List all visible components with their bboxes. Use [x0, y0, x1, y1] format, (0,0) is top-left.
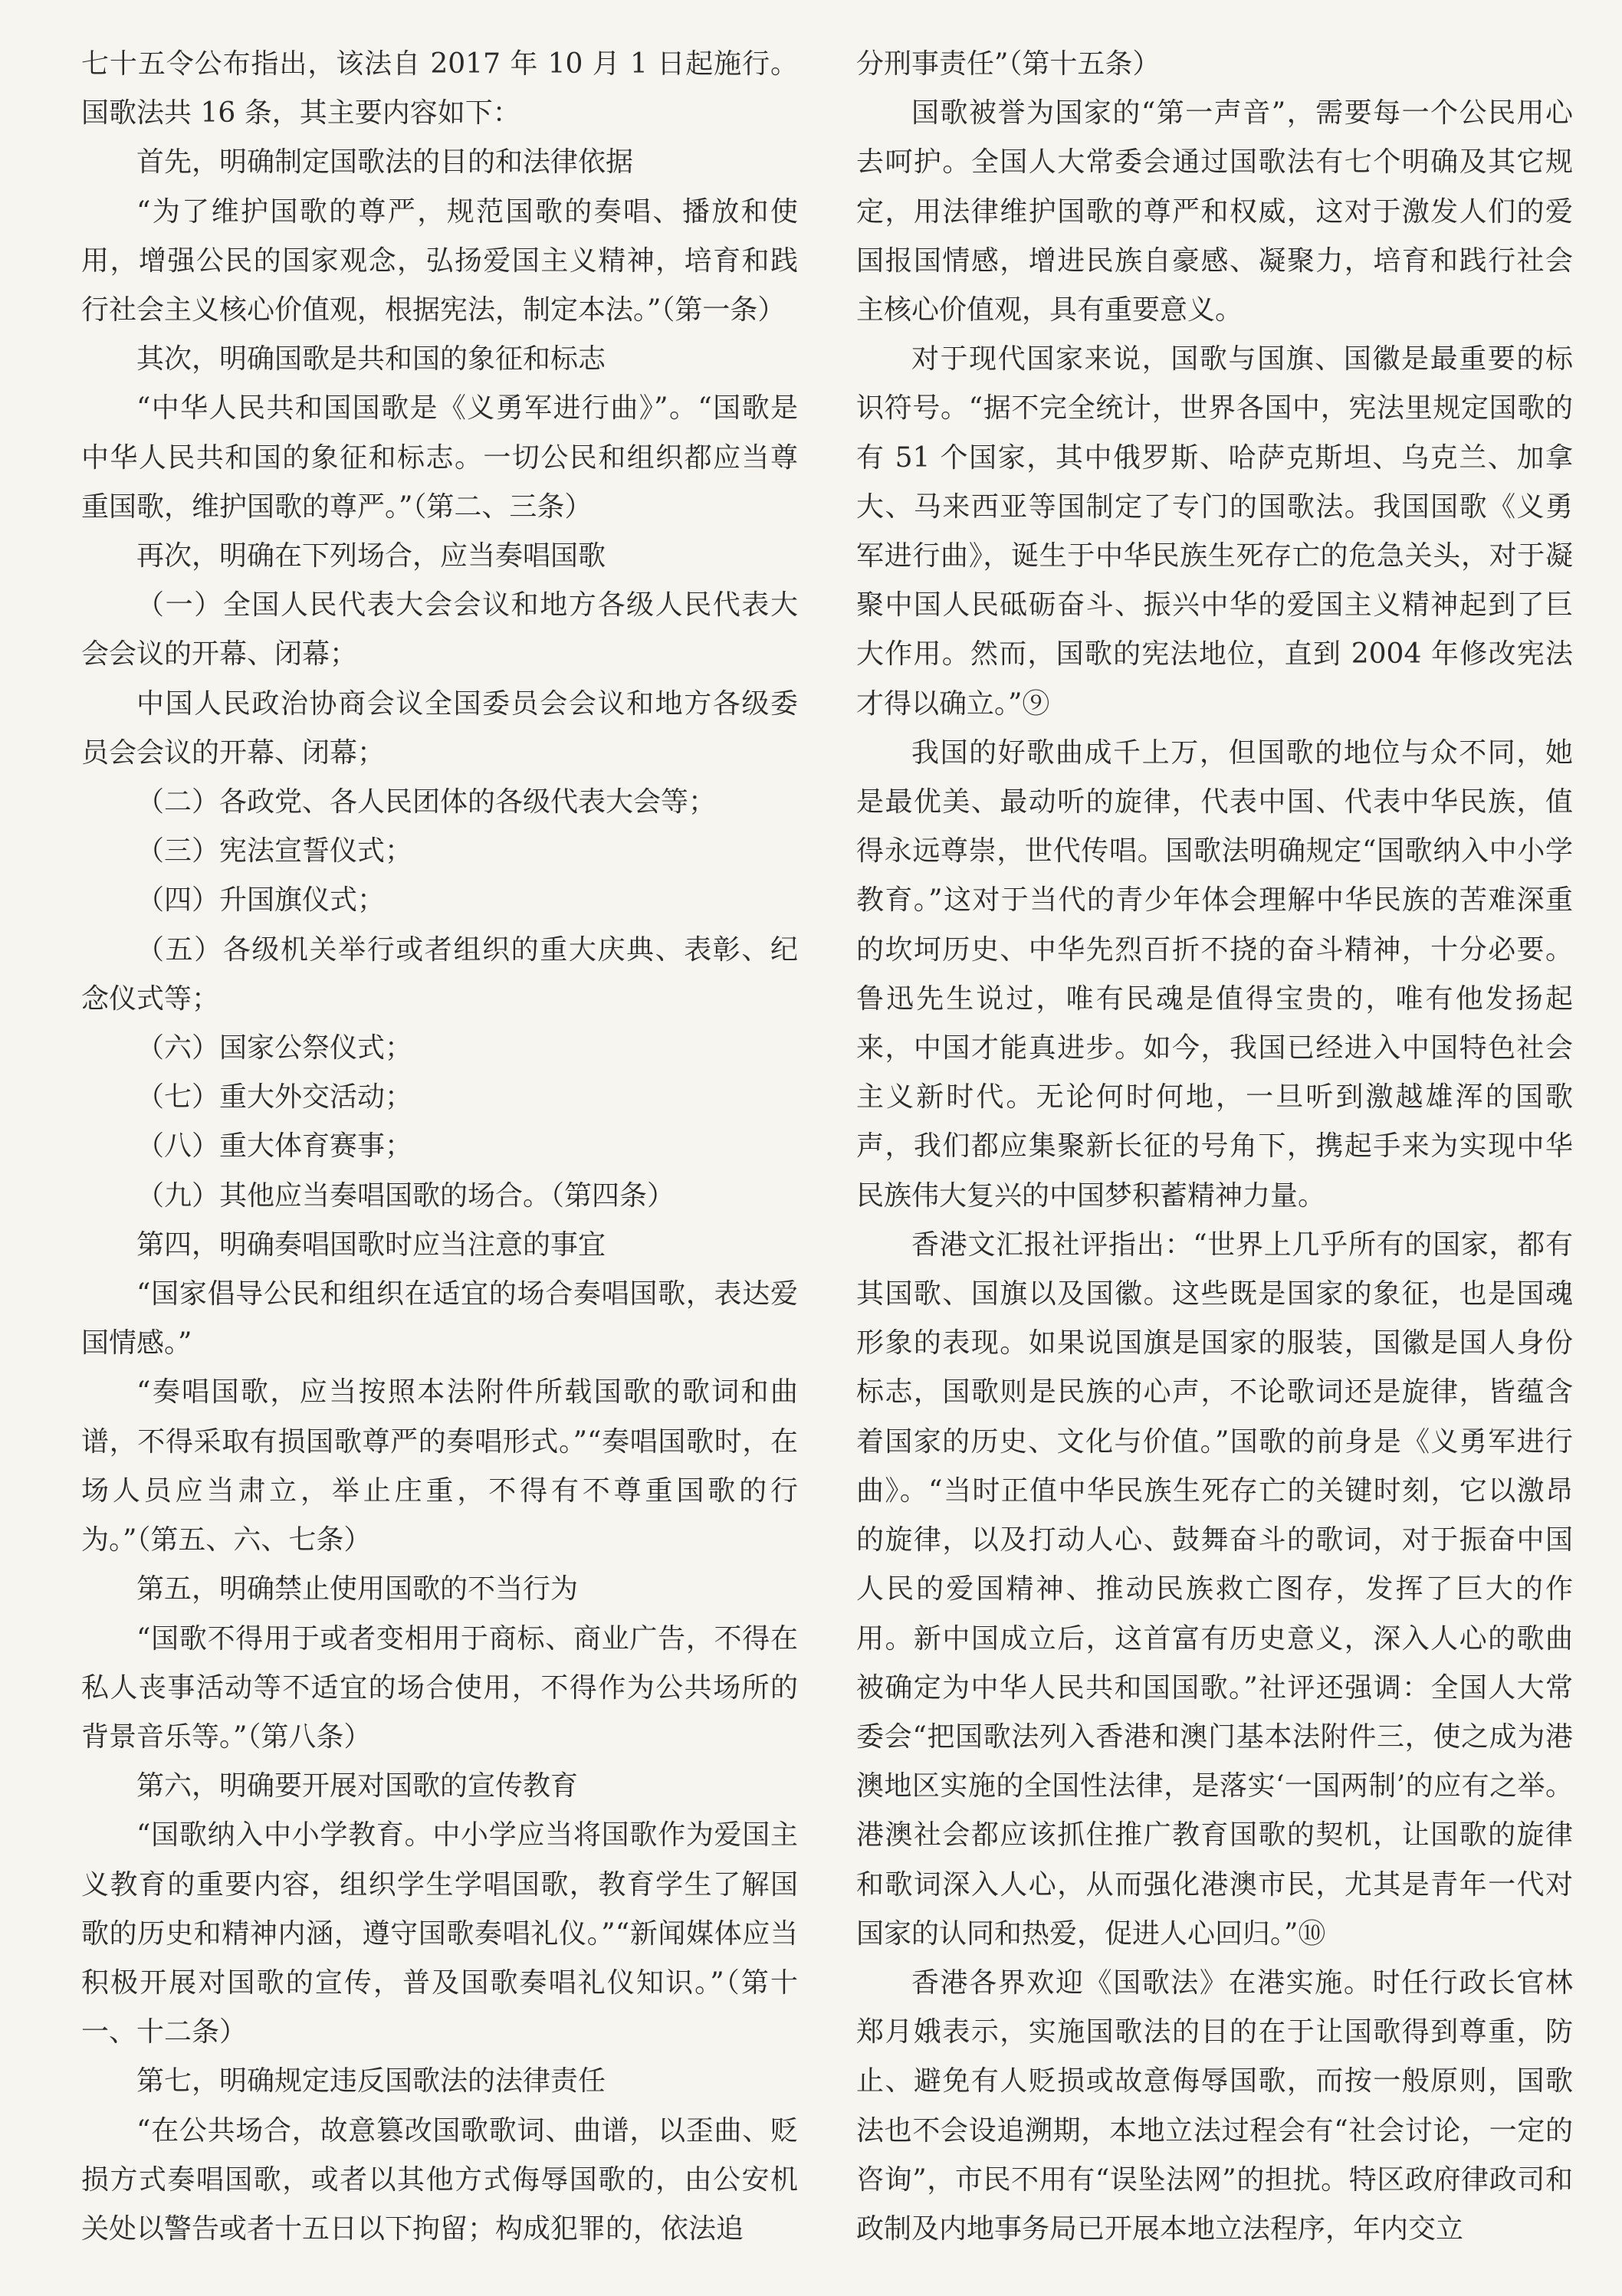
paragraph: （一）全国人民代表大会会议和地方各级人民代表大会会议的开幕、闭幕； [81, 589, 798, 671]
paragraph: “国歌不得用于或者变相用于商标、商业广告，不得在私人丧事活动等不适宜的场合使用，不得作为公共场所的背景音乐等。”（第八条） [81, 1622, 798, 1753]
paragraph: 香港各界欢迎《国歌法》在港实施。时任行政长官林郑月娥表示，实施国歌法的目的在于让国歌得到尊重，防止、避免有人贬损或故意侮辱国歌，而按一般原则，国歌法也不会设追溯期，本地立法过程会有“社会讨论，一定的咨询”，市民不用有“误坠法网”的担扰。特区政府律政司和政制及内地事务局已开展本地立法程序，年内交立 [856, 1966, 1573, 2245]
paragraph: （二）各政党、各人民团体的各级代表大会等； [136, 786, 717, 818]
paragraph: 分刑事责任”（第十五条） [856, 48, 1161, 80]
paragraph: 我国的好歌曲成千上万，但国歌的地位与众不同，她是最优美、最动听的旋律，代表中国、代表中华民族，值得永远尊崇，世代传唱。国歌法明确规定“国歌纳入中小学教育。”这对于当代的青少年体会理解中华民族的苦难深重的坎坷历史、中华先烈百折不挠的奋斗精神，十分必要。鲁迅先生说过，唯有民魂是值得宝贵的，唯有他发扬起来，中国才能真进步。如今，我国已经进入中国特色社会主义新时代。无论何时何地，一旦听到激越雄浑的国歌声，我们都应集聚新长征的号角下，携起手来为实现中华民族伟大复兴的中国梦积蓄精神力量。 [856, 736, 1573, 1212]
paragraph: 第四，明确奏唱国歌时应当注意的事宜 [136, 1228, 606, 1261]
paragraph: “在公共场合，故意篡改国歌歌词、曲谱，以歪曲、贬损方式奏唱国歌，或者以其他方式侮辱国歌的，由公安机关处以警告或者十五日以下拘留；构成犯罪的，依法追 [81, 2114, 798, 2245]
paragraph: （九）其他应当奏唱国歌的场合。（第四条） [136, 1179, 675, 1212]
paragraph: 第五，明确禁止使用国歌的不当行为 [136, 1573, 579, 1606]
paragraph: （八）重大体育赛事； [136, 1130, 413, 1163]
paragraph: 国歌被誉为国家的“第一声音”，需要每一个公民用心去呵护。全国人大常委会通过国歌法有七个明确及其它规定，用法律维护国歌的尊严和权威，这对于激发人们的爱国报国情感，增进民族自豪感、凝聚力，培育和践行社会主核心价值观，具有重要意义。 [856, 97, 1573, 326]
paragraph: （四）升国旗仪式； [136, 884, 386, 917]
paragraph: 再次，明确在下列场合，应当奏唱国歌 [136, 540, 606, 572]
paragraph: 香港文汇报社评指出：“世界上几乎所有的国家，都有其国歌、国旗以及国徽。这些既是国家的象征，也是国魂形象的表现。如果说国旗是国家的服装，国徽是国人身份标志，国歌则是民族的心声，不论歌词还是旋律，皆蕴含着国家的历史、文化与价值。”国歌的前身是《义勇军进行曲》。“当时正值中华民族生死存亡的关键时刻，它以激昂的旋律，以及打动人心、鼓舞奋斗的歌词，对于振奋中国人民的爱国精神、推动民族救亡图存，发挥了巨大的作用。新中国成立后，这首富有历史意义，深入人心的歌曲被确定为中华人民共和国国歌。”社评还强调：全国人大常委会“把国歌法列入香港和澳门基本法附件三，使之成为港澳地区实施的全国性法律，是落实‘一国两制’的应有之举。港澳社会都应该抓住推广教育国歌的契机，让国歌的旋律和歌词深入人心，从而强化港澳市民，尤其是青年一代对国家的认同和热爱，促进人心回归。”⑩ [856, 1228, 1573, 1950]
paragraph: “国歌纳入中小学教育。中小学应当将国歌作为爱国主义教育的重要内容，组织学生学唱国歌，教育学生了解国歌的历史和精神内涵，遵守国歌奏唱礼仪。”“新闻媒体应当积极开展对国歌的宣传，普及国歌奏唱礼仪知识。”（第十一、十二条） [81, 1819, 798, 2048]
right-text-column [856, 40, 1573, 2254]
paragraph: 七十五令公布指出，该法自 2017 年 10 月 1 日起施行。国歌法共 16 条，其主要内容如下： [81, 48, 798, 130]
paragraph: “中华人民共和国国歌是《义勇军进行曲》”。“国歌是中华人民共和国的象征和标志。一切公民和组织都应当尊重国歌，维护国歌的尊严。”（第二、三条） [81, 392, 798, 523]
paragraph: 第七，明确规定违反国歌法的法律责任 [136, 2065, 606, 2098]
paragraph: 首先，明确制定国歌法的目的和法律依据 [136, 146, 634, 179]
paragraph: （七）重大外交活动； [136, 1081, 413, 1114]
paragraph: “国家倡导公民和组织在适宜的场合奏唱国歌，表达爱国情感。” [81, 1278, 798, 1360]
paragraph: “为了维护国歌的尊严，规范国歌的奏唱、播放和使用，增强公民的国家观念，弘扬爱国主义精神，培育和践行社会主义核心价值观，根据宪法，制定本法。”（第一条） [81, 195, 798, 326]
paragraph: 第六，明确要开展对国歌的宣传教育 [136, 1770, 579, 1802]
paragraph: 中国人民政治协商会议全国委员会会议和地方各级委员会会议的开幕、闭幕； [81, 687, 798, 769]
paragraph: （五）各级机关举行或者组织的重大庆典、表彰、纪念仪式等； [81, 933, 798, 1015]
paragraph: （六）国家公祭仪式； [136, 1032, 413, 1064]
paragraph: “奏唱国歌，应当按照本法附件所载国歌的歌词和曲谱，不得采取有损国歌尊严的奏唱形式。”“奏唱国歌时，在场人员应当肃立，举止庄重，不得有不尊重国歌的行为。”（第五、六、七条） [81, 1376, 798, 1556]
paragraph: 其次，明确国歌是共和国的象征和标志 [136, 343, 606, 376]
paragraph: 对于现代国家来说，国歌与国旗、国徽是最重要的标识符号。“据不完全统计，世界各国中，宪法里规定国歌的有 51 个国家，其中俄罗斯、哈萨克斯坦、乌克兰、加拿大、马来西亚等国制定了专门的国歌法。我国国歌《义勇军进行曲》，诞生于中华民族生死存亡的危急关头，对于凝聚中国人民砥砺奋斗、振兴中华的爱国主义精神起到了巨大作用。然而，国歌的宪法地位，直到 2004 年修改宪法才得以确立。”⑨ [856, 343, 1573, 720]
left-text-column [81, 40, 798, 2254]
paragraph: （三）宪法宣誓仪式； [136, 835, 413, 868]
